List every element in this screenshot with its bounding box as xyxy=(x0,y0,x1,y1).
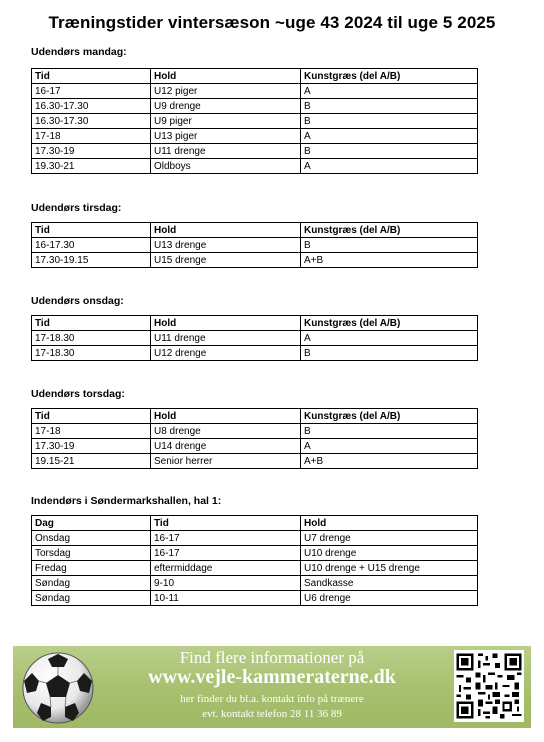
column-header: Kunstgræs (del A/B) xyxy=(301,223,478,238)
section-heading-monday: Udendørs mandag: xyxy=(31,46,127,58)
table-row xyxy=(32,114,478,129)
column-header: Tid xyxy=(32,316,151,331)
column-header: Hold xyxy=(151,69,301,84)
table-cell: A xyxy=(301,331,478,346)
table-cell: U10 drenge xyxy=(301,546,478,561)
table-cell: U13 drenge xyxy=(151,238,301,253)
table-cell: eftermiddage xyxy=(151,561,301,576)
table-header-row xyxy=(32,316,478,331)
table-row xyxy=(32,591,478,606)
table-cell: B xyxy=(301,238,478,253)
table-cell: 16.30-17.30 xyxy=(32,99,151,114)
column-header: Kunstgræs (del A/B) xyxy=(301,316,478,331)
column-header: Tid xyxy=(32,223,151,238)
banner-phone: evt. kontakt telefon 28 11 36 89 xyxy=(202,708,342,720)
column-header: Hold xyxy=(151,409,301,424)
table-cell: U9 piger xyxy=(151,114,301,129)
table-cell: U9 drenge xyxy=(151,99,301,114)
table-cell: 16.30-17.30 xyxy=(32,114,151,129)
table-cell: 17-18.30 xyxy=(32,331,151,346)
table-cell: Søndag xyxy=(32,576,151,591)
table-row xyxy=(32,129,478,144)
table-cell: U12 piger xyxy=(151,84,301,99)
table-cell: 17.30-19.15 xyxy=(32,253,151,268)
table-cell: 17.30-19 xyxy=(32,144,151,159)
section-heading-thursday: Udendørs torsdag: xyxy=(31,388,125,400)
table-cell: U6 drenge xyxy=(301,591,478,606)
table-cell: 19.30-21 xyxy=(32,159,151,174)
table-cell: Fredag xyxy=(32,561,151,576)
table-cell: U15 drenge xyxy=(151,253,301,268)
column-header: Kunstgræs (del A/B) xyxy=(301,69,478,84)
table-row xyxy=(32,561,478,576)
schedule-table-wednesday xyxy=(31,315,478,361)
schedule-table-thursday xyxy=(31,408,478,469)
table-cell: B xyxy=(301,346,478,361)
column-header: Hold xyxy=(151,316,301,331)
table-row xyxy=(32,99,478,114)
column-header: Tid xyxy=(32,69,151,84)
table-row xyxy=(32,531,478,546)
table-row xyxy=(32,144,478,159)
table-cell: A xyxy=(301,129,478,144)
table-cell: U7 drenge xyxy=(301,531,478,546)
table-row xyxy=(32,346,478,361)
table-cell: U14 drenge xyxy=(151,439,301,454)
table-cell: A xyxy=(301,84,478,99)
column-header: Tid xyxy=(151,516,301,531)
table-cell: U10 drenge + U15 drenge xyxy=(301,561,478,576)
table-cell: A xyxy=(301,159,478,174)
column-header: Hold xyxy=(301,516,478,531)
banner-trainer-info: her finder du bl.a. kontakt info på trænere xyxy=(180,693,364,705)
table-cell: U8 drenge xyxy=(151,424,301,439)
table-header-row xyxy=(32,516,478,531)
table-cell: 16-17 xyxy=(151,531,301,546)
table-cell: Sandkasse xyxy=(301,576,478,591)
page-title: Træningstider vintersæson ~uge 43 2024 til uge 5 2025 xyxy=(48,13,496,32)
section-heading-wednesday: Udendørs onsdag: xyxy=(31,295,124,307)
table-cell: B xyxy=(301,144,478,159)
column-header: Tid xyxy=(32,409,151,424)
table-cell: Søndag xyxy=(32,591,151,606)
column-header: Dag xyxy=(32,516,151,531)
table-cell: Onsdag xyxy=(32,531,151,546)
column-header: Kunstgræs (del A/B) xyxy=(301,409,478,424)
table-row xyxy=(32,576,478,591)
table-row xyxy=(32,238,478,253)
table-row xyxy=(32,454,478,469)
footer-banner xyxy=(13,646,531,728)
table-cell: B xyxy=(301,99,478,114)
table-row xyxy=(32,159,478,174)
table-cell: 17-18.30 xyxy=(32,346,151,361)
table-cell: U11 drenge xyxy=(151,144,301,159)
table-cell: A xyxy=(301,439,478,454)
section-heading-tuesday: Udendørs tirsdag: xyxy=(31,202,122,214)
schedule-table-monday xyxy=(31,68,478,174)
table-cell: 16-17 xyxy=(32,84,151,99)
table-cell: A+B xyxy=(301,454,478,469)
table-cell: 19.15-21 xyxy=(32,454,151,469)
table-row xyxy=(32,546,478,561)
table-row xyxy=(32,424,478,439)
table-cell: U13 piger xyxy=(151,129,301,144)
table-cell: U11 drenge xyxy=(151,331,301,346)
table-header-row xyxy=(32,409,478,424)
table-cell: A+B xyxy=(301,253,478,268)
table-row xyxy=(32,439,478,454)
table-row xyxy=(32,84,478,99)
schedule-table-tuesday xyxy=(31,222,478,268)
column-header: Hold xyxy=(151,223,301,238)
table-cell: 9-10 xyxy=(151,576,301,591)
table-cell: 17-18 xyxy=(32,424,151,439)
table-cell: B xyxy=(301,114,478,129)
table-cell: 17-18 xyxy=(32,129,151,144)
table-cell: Oldboys xyxy=(151,159,301,174)
table-cell: 17.30-19 xyxy=(32,439,151,454)
schedule-table-indoor xyxy=(31,515,478,606)
banner-info-text: Find flere informationer på xyxy=(179,648,365,667)
table-cell: B xyxy=(301,424,478,439)
table-header-row xyxy=(32,69,478,84)
table-cell: 16-17 xyxy=(151,546,301,561)
table-cell: 10-11 xyxy=(151,591,301,606)
table-row xyxy=(32,331,478,346)
table-cell: Torsdag xyxy=(32,546,151,561)
table-cell: 16-17.30 xyxy=(32,238,151,253)
qr-code-icon xyxy=(454,650,524,722)
soccer-ball-icon xyxy=(21,651,95,725)
table-header-row xyxy=(32,223,478,238)
section-heading-indoor: Indendørs i Søndermarkshallen, hal 1: xyxy=(31,495,222,507)
table-cell: Senior herrer xyxy=(151,454,301,469)
banner-website-link[interactable]: www.vejle-kammeraterne.dk xyxy=(148,666,396,688)
table-row xyxy=(32,253,478,268)
table-cell: U12 drenge xyxy=(151,346,301,361)
